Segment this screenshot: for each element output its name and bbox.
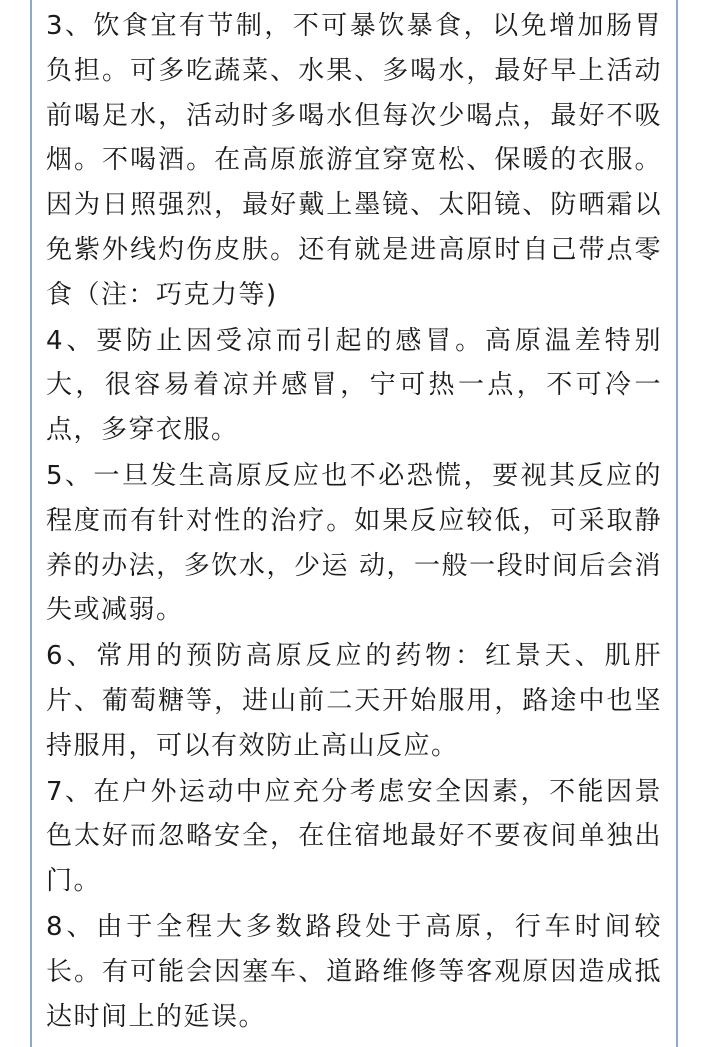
tip-paragraph-6: 6、常用的预防高原反应的药物：红景天、肌肝片、葡萄糖等，进山前二天开始服用，路途中也坚持服用，可以有效防止高山反应。 [46,641,662,761]
tip-paragraph-7: 7、在户外运动中应充分考虑安全因素，不能因景色太好而忽略安全，在住宿地最好不要夜间单独出门。 [46,776,662,897]
tip-paragraph-4: 4、要防止因受凉而引起的感冒。高原温差特别大，很容易着凉并感冒，宁可热一点，不可冷一点，多穿衣服。 [46,325,662,446]
tip-paragraph-5: 5、一旦发生高原反应也不必恐慌，要视其反应的程度而有针对性的治疗。如果反应较低，可采取静养的办法，多饮水，少运 动，一般一段时间后会消失或减弱。 [46,460,662,626]
article-body [46,4,662,1039]
tip-paragraph-3: 3、饮食宜有节制，不可暴饮暴食，以免增加肠胃负担。可多吃蔬菜、水果、多喝水，最好早上活动前喝足水，活动时多喝水但每次少喝点，最好不吸烟。不喝酒。在高原旅游宜穿宽松、保暖的衣服。因为日照强烈，最好戴上墨镜、太阳镜、防晒霜以免紫外线灼伤皮肤。还有就是进高原时自己带点零食（注：巧克力等) [46,11,662,310]
tip-paragraph-8: 8、由于全程大多数路段处于高原，行车时间较长。有可能会因塞车、道路维修等客观原因造成抵达时间上的延误。 [46,911,662,1032]
